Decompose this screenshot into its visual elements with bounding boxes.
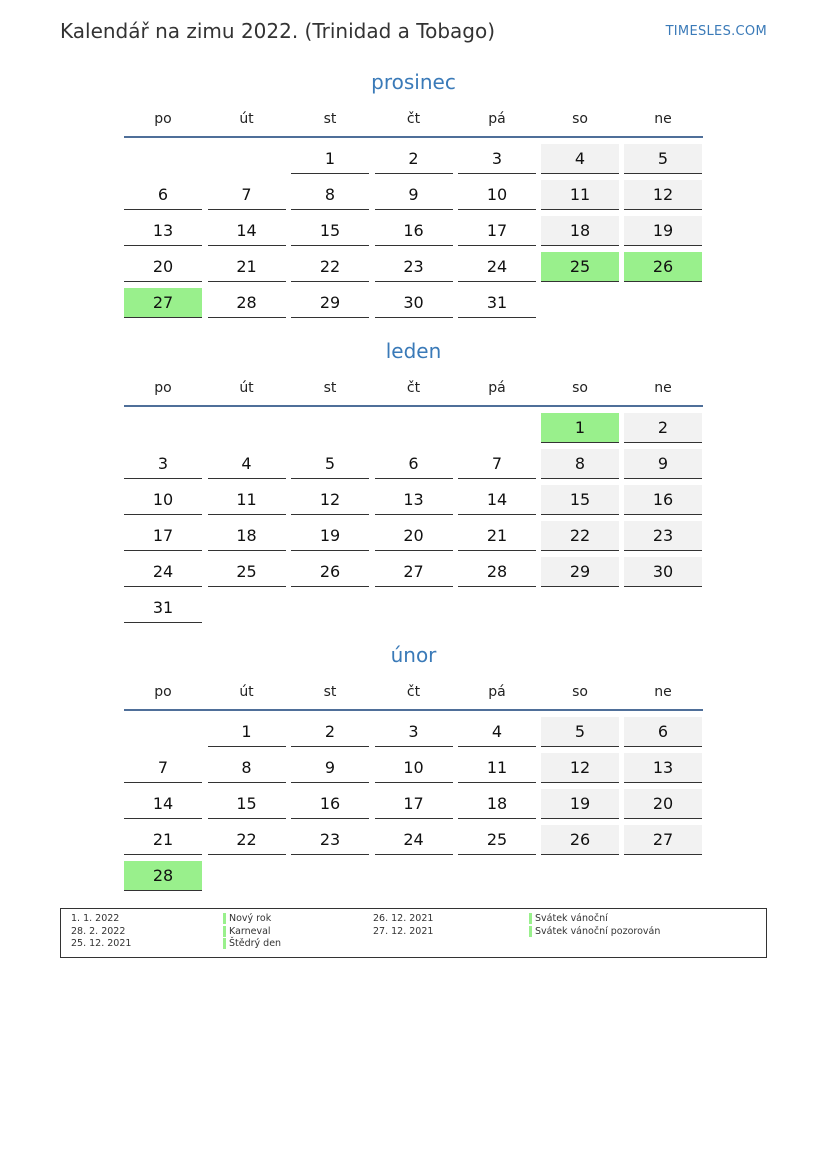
day-cell[interactable]: 13	[124, 216, 202, 246]
day-cell[interactable]: 30	[375, 288, 453, 318]
weekday-header: ne	[654, 111, 672, 127]
day-cell[interactable]: 11	[458, 753, 536, 783]
weekday-header: čt	[406, 684, 421, 700]
day-cell[interactable]: 22	[541, 521, 619, 551]
legend-holiday-name: Svátek vánoční pozorován	[529, 926, 660, 937]
weekday-header: st	[323, 380, 337, 396]
day-cell[interactable]: 13	[624, 753, 702, 783]
day-cell[interactable]: 8	[541, 449, 619, 479]
day-cell[interactable]: 4	[458, 717, 536, 747]
legend-date: 27. 12. 2021	[373, 925, 434, 937]
day-cell[interactable]: 23	[624, 521, 702, 551]
weekday-header: st	[323, 684, 337, 700]
day-cell[interactable]: 17	[124, 521, 202, 551]
weekday-header: út	[239, 684, 254, 700]
day-cell[interactable]: 12	[624, 180, 702, 210]
day-cell[interactable]: 19	[541, 789, 619, 819]
day-cell[interactable]: 11	[541, 180, 619, 210]
day-cell[interactable]: 26	[624, 252, 702, 282]
day-cell[interactable]: 8	[208, 753, 286, 783]
day-cell[interactable]: 2	[624, 413, 702, 443]
day-cell[interactable]: 29	[541, 557, 619, 587]
day-cell[interactable]: 16	[291, 789, 369, 819]
day-cell[interactable]: 12	[291, 485, 369, 515]
day-cell[interactable]: 1	[541, 413, 619, 443]
day-cell[interactable]: 17	[375, 789, 453, 819]
day-cell[interactable]: 15	[208, 789, 286, 819]
weekday-header: ne	[654, 380, 672, 396]
header-rule	[124, 136, 703, 138]
day-cell[interactable]: 5	[624, 144, 702, 174]
day-cell[interactable]: 24	[124, 557, 202, 587]
day-cell[interactable]: 18	[208, 521, 286, 551]
month-title: leden	[385, 339, 442, 363]
legend-date: 25. 12. 2021	[71, 938, 132, 949]
legend-date: 28. 2. 2022	[71, 925, 126, 937]
day-cell[interactable]: 1	[208, 717, 286, 747]
day-cell[interactable]: 6	[124, 180, 202, 210]
day-cell[interactable]: 15	[291, 216, 369, 246]
day-cell[interactable]: 13	[375, 485, 453, 515]
header-rule	[124, 405, 703, 407]
day-cell[interactable]: 27	[124, 288, 202, 318]
legend-date: 26. 12. 2021	[373, 913, 434, 924]
day-cell[interactable]: 31	[124, 593, 202, 623]
day-cell[interactable]: 19	[624, 216, 702, 246]
weekday-header: po	[154, 111, 172, 127]
day-cell[interactable]: 11	[208, 485, 286, 515]
weekday-header: po	[154, 684, 172, 700]
legend-holiday-name: Štědrý den	[223, 938, 281, 949]
day-cell[interactable]: 3	[124, 449, 202, 479]
weekday-header: so	[572, 111, 588, 127]
day-cell[interactable]: 10	[458, 180, 536, 210]
brand-logo-text[interactable]: TIMESLES.COM	[665, 24, 767, 39]
day-cell[interactable]: 19	[291, 521, 369, 551]
day-cell[interactable]: 3	[375, 717, 453, 747]
day-cell[interactable]: 27	[375, 557, 453, 587]
day-cell[interactable]: 2	[375, 144, 453, 174]
day-cell[interactable]: 20	[375, 521, 453, 551]
day-cell[interactable]: 10	[124, 485, 202, 515]
day-cell[interactable]: 28	[458, 557, 536, 587]
weekday-header: ne	[654, 684, 672, 700]
day-cell[interactable]: 5	[541, 717, 619, 747]
day-cell[interactable]: 9	[291, 753, 369, 783]
weekday-header: pá	[488, 380, 506, 396]
day-cell[interactable]: 23	[375, 252, 453, 282]
day-cell[interactable]: 7	[208, 180, 286, 210]
day-cell[interactable]: 10	[375, 753, 453, 783]
day-cell[interactable]: 7	[124, 753, 202, 783]
weekday-header: po	[154, 380, 172, 396]
day-cell[interactable]: 14	[208, 216, 286, 246]
day-cell[interactable]: 23	[291, 825, 369, 855]
day-cell[interactable]: 26	[291, 557, 369, 587]
day-cell[interactable]: 21	[208, 252, 286, 282]
weekday-header: čt	[406, 380, 421, 396]
weekday-header: so	[572, 380, 588, 396]
day-cell[interactable]: 14	[124, 789, 202, 819]
day-cell[interactable]: 29	[291, 288, 369, 318]
legend-holiday-name: Svátek vánoční	[529, 913, 608, 924]
day-cell[interactable]: 22	[208, 825, 286, 855]
day-cell[interactable]: 18	[541, 216, 619, 246]
day-cell[interactable]: 6	[375, 449, 453, 479]
day-cell[interactable]: 28	[124, 861, 202, 891]
weekday-header: pá	[488, 684, 506, 700]
month-title: prosinec	[371, 70, 456, 94]
day-cell[interactable]: 31	[458, 288, 536, 318]
weekday-header: pá	[488, 111, 506, 127]
day-cell[interactable]: 4	[541, 144, 619, 174]
header-rule	[124, 709, 703, 711]
weekday-header: st	[323, 111, 337, 127]
legend-holiday-name: Nový rok	[223, 913, 271, 924]
legend-date: 1. 1. 2022	[71, 913, 120, 924]
day-cell[interactable]: 8	[291, 180, 369, 210]
day-cell[interactable]: 6	[624, 717, 702, 747]
day-cell[interactable]: 15	[541, 485, 619, 515]
day-cell[interactable]: 24	[458, 252, 536, 282]
day-cell[interactable]: 2	[291, 717, 369, 747]
day-cell[interactable]: 14	[458, 485, 536, 515]
day-cell[interactable]: 9	[375, 180, 453, 210]
weekday-header: út	[239, 111, 254, 127]
legend-holiday-name: Karneval	[223, 926, 271, 937]
day-cell[interactable]: 25	[458, 825, 536, 855]
day-cell[interactable]: 27	[624, 825, 702, 855]
day-cell[interactable]: 16	[624, 485, 702, 515]
weekday-header: čt	[406, 111, 421, 127]
day-cell[interactable]: 28	[208, 288, 286, 318]
day-cell[interactable]: 1	[291, 144, 369, 174]
day-cell[interactable]: 3	[458, 144, 536, 174]
day-cell[interactable]: 25	[541, 252, 619, 282]
day-cell[interactable]: 7	[458, 449, 536, 479]
day-cell[interactable]: 20	[124, 252, 202, 282]
day-cell[interactable]: 22	[291, 252, 369, 282]
day-cell[interactable]: 21	[124, 825, 202, 855]
day-cell[interactable]: 9	[624, 449, 702, 479]
day-cell[interactable]: 26	[541, 825, 619, 855]
day-cell[interactable]: 18	[458, 789, 536, 819]
day-cell[interactable]: 21	[458, 521, 536, 551]
day-cell[interactable]: 25	[208, 557, 286, 587]
holiday-legend	[60, 908, 767, 958]
day-cell[interactable]: 30	[624, 557, 702, 587]
day-cell[interactable]: 17	[458, 216, 536, 246]
page-title: Kalendář na zimu 2022. (Trinidad a Tobago)	[60, 19, 496, 43]
day-cell[interactable]: 16	[375, 216, 453, 246]
day-cell[interactable]: 20	[624, 789, 702, 819]
weekday-header: út	[239, 380, 254, 396]
day-cell[interactable]: 24	[375, 825, 453, 855]
day-cell[interactable]: 12	[541, 753, 619, 783]
day-cell[interactable]: 4	[208, 449, 286, 479]
month-title: únor	[390, 643, 437, 667]
day-cell[interactable]: 5	[291, 449, 369, 479]
weekday-header: so	[572, 684, 588, 700]
